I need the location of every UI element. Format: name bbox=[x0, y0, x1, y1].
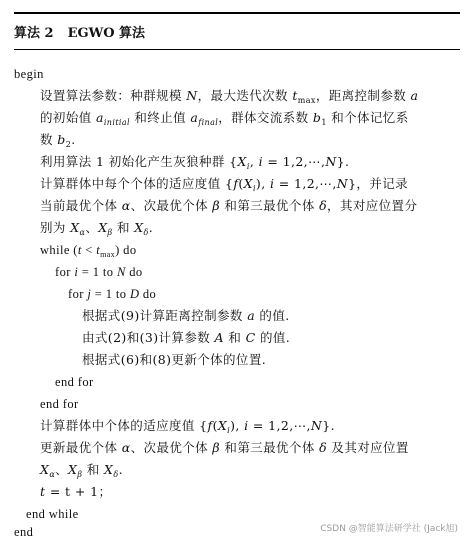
algorithm-number: 算法 2 bbox=[14, 26, 54, 41]
line-fitness-2: 当前最优个体 α、次最优个体 β 和第三最优个体 δ，其对应位置分 bbox=[40, 198, 418, 213]
line-update-2: $X_\alpha$、$X_\beta$ 和 $X_\delta$. bbox=[40, 462, 123, 479]
line-begin: begin bbox=[14, 67, 44, 81]
line-end-for-i: end for bbox=[40, 397, 79, 411]
line-increment: t = t + 1； bbox=[40, 484, 112, 499]
line-update-1: 更新最优个体 α、次最优个体 β 和第三最优个体 δ 及其对应位置 bbox=[40, 440, 409, 455]
line-step-b: 由式(2)和(3)计算参数 A 和 C 的值. bbox=[82, 330, 291, 345]
line-fitness-1: 计算群体中每个个体的适应度值 {$f(X_i)$, i = 1,2,⋯,N}，并记录 bbox=[40, 176, 409, 193]
watermark: CSDN @智能算法研学社 (Jack旭) bbox=[320, 524, 458, 534]
line-fitness-3: 别为 $X_\alpha$、$X_\beta$ 和 $X_\delta$. bbox=[40, 220, 154, 237]
line-end: end bbox=[14, 525, 34, 539]
line-step-a: 根据式(9)计算距离控制参数 a 的值. bbox=[82, 308, 290, 323]
line-end-for-j: end for bbox=[55, 375, 94, 389]
line-fitness-again: 计算群体中个体的适应度值 {$f(X_i)$, i = 1,2,⋯,N}. bbox=[40, 418, 335, 435]
line-step-c: 根据式(6)和(8)更新个体的位置. bbox=[82, 352, 267, 367]
line-for-j: for j = 1 to D do bbox=[68, 287, 157, 301]
line-setup-3: 数 $b_2$. bbox=[40, 132, 76, 149]
algorithm-title bbox=[14, 22, 145, 41]
line-for-i: for i = 1 to N do bbox=[55, 265, 143, 279]
line-setup-1: 设置算法参数：种群规模 N，最大迭代次数 $t_{max}$，距离控制参数 a bbox=[40, 88, 419, 105]
line-setup-2: 的初始值 $a_{initial}$ 和终止值 $a_{final}$，群体交流系数 $b_1$ 和个体记忆系 bbox=[40, 110, 409, 127]
line-while: while $(t < t_{max})$ do bbox=[40, 243, 137, 259]
line-init: 利用算法 1 初始化产生灰狼种群 {$X_i$, i = 1,2,⋯,N}. bbox=[40, 154, 350, 171]
algorithm-name: EGWO 算法 bbox=[67, 26, 146, 41]
top-rule bbox=[14, 12, 460, 14]
header-rule bbox=[14, 49, 460, 50]
line-end-while: end while bbox=[26, 507, 79, 521]
